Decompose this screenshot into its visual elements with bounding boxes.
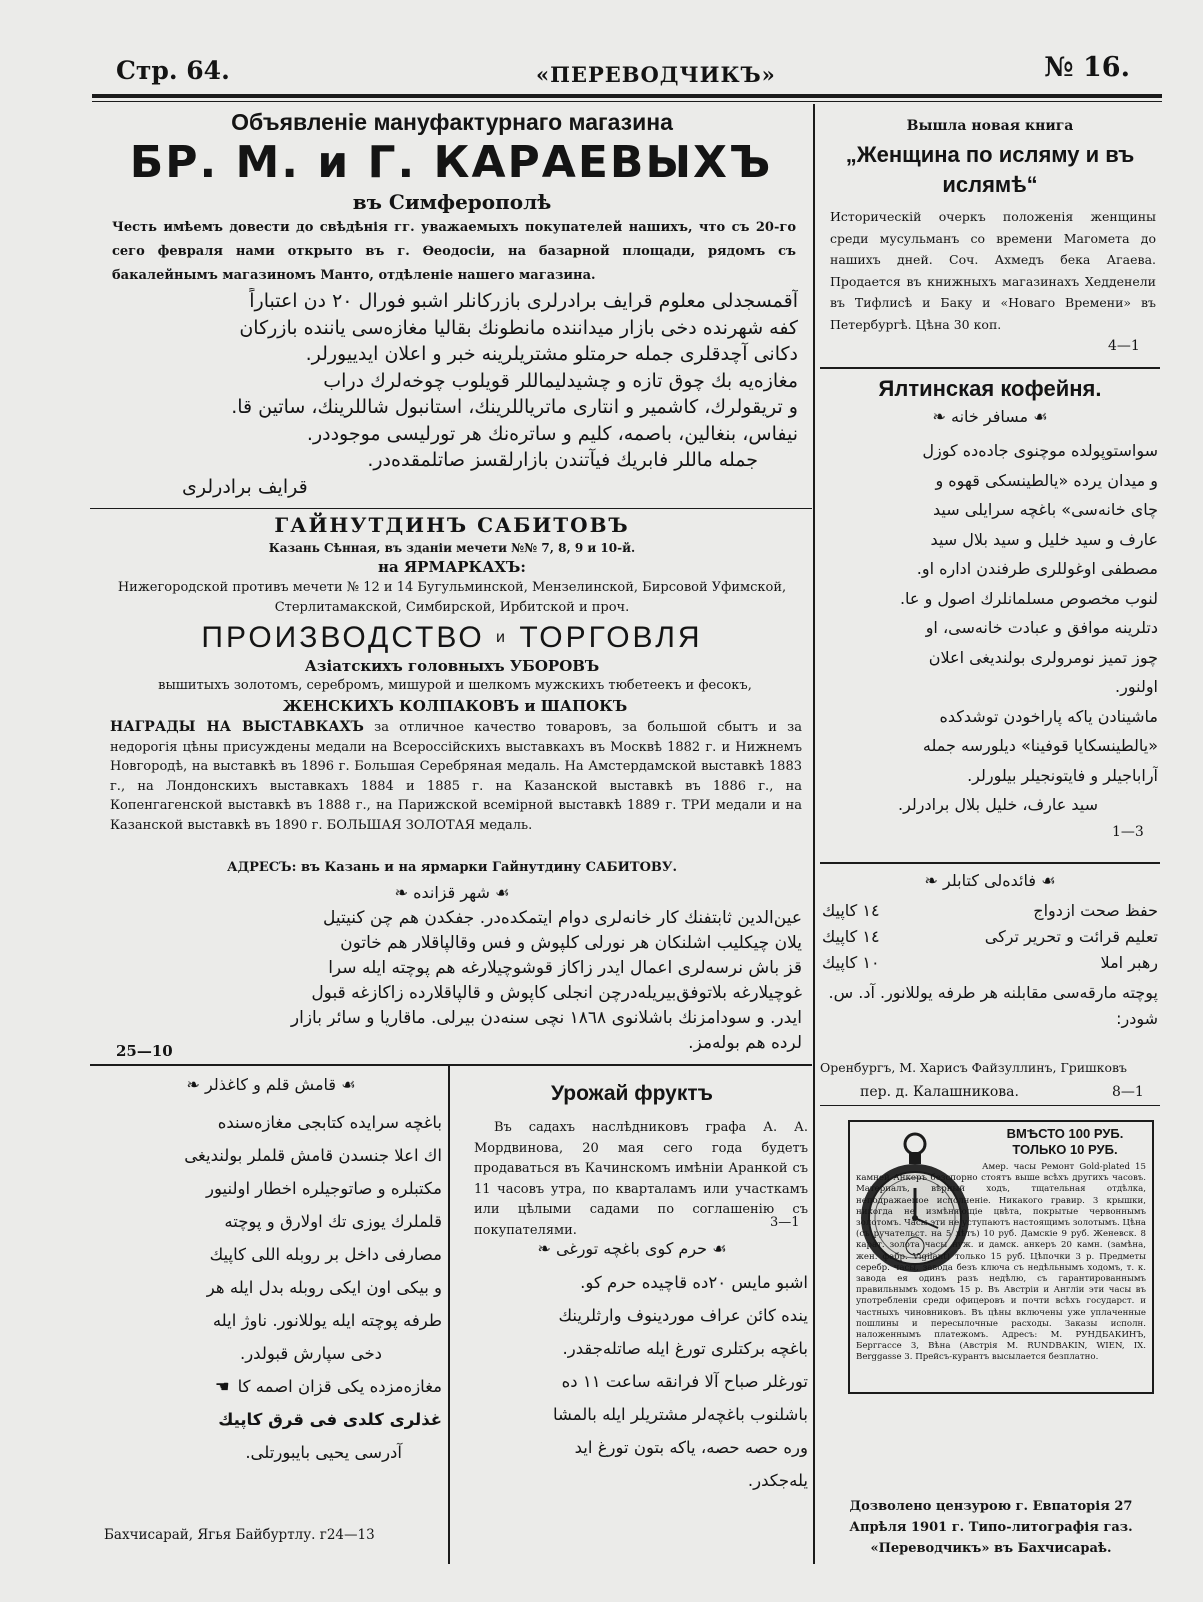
paper-body: [100, 1106, 442, 1488]
paper-title: قامش قلم و کاغذلر: [205, 1075, 337, 1094]
turkic-line: کفه شهرنده دخی بازار میداننده مانطونك بقالیا مغازه‌سی یاننده بازرکان: [239, 316, 798, 339]
issue-number: № 16.: [1044, 52, 1130, 83]
separator: [820, 367, 1160, 369]
books-code: 8—1: [1112, 1084, 1144, 1100]
yalta-line: اولنور.: [1115, 677, 1158, 696]
paper-line: مکتبلره و صاتوجیلره اخطار اولنیور: [206, 1179, 442, 1198]
ornament-icon: ❧: [186, 1075, 206, 1094]
yalta-subtitle: مسافر خانه: [950, 407, 1029, 426]
separator: [820, 862, 1160, 864]
yalta-line: لنوب مخصوص مسلمانلرك اصول و عا.: [899, 588, 1158, 608]
books-seller: Оренбургъ, М. Харисъ Файзуллинъ, Гришковъ: [820, 1060, 1128, 1075]
paper-title-row: [96, 1074, 446, 1096]
yalta-subtitle-row: [822, 406, 1158, 428]
turkic-line: مغازه‌یه بك چوق تازه و چشیدلیماللر قویلوب چوخه‌لرك دراب: [323, 369, 798, 392]
books-title-row: [822, 870, 1158, 892]
gainutdin-awards-label: НАГРАДЫ НА ВЫСТАВКАХЪ: [110, 719, 364, 735]
paper-line: مغازه‌مزده یکی قزان اصمه کا: [237, 1377, 442, 1396]
yalta-line: دتلرینه موافق و عبادت خانه‌سی، او: [925, 618, 1158, 637]
ornament-icon: ❧: [394, 883, 414, 902]
gainutdin-address: АДРЕСЪ: въ Казань и на ярмарки Гайнутдину САБИТОВУ.: [227, 860, 677, 875]
gainutdin-name: ГАЙНУТДИНЪ САБИТОВЪ: [274, 513, 630, 537]
book-title: „Женщина по исляму и въ ислямѣ“: [845, 142, 1135, 197]
shahr-title: شهر قزانده: [413, 883, 490, 902]
heading-trade: ТОРГОВЛЯ: [519, 621, 703, 654]
karaev-intro: Объявленіе мануфактурнаго магазина: [231, 109, 673, 135]
book-code: 4—1: [1108, 338, 1140, 354]
paper-line: باغچه سرایده کتابجی مغازه‌سنده: [217, 1113, 442, 1132]
book-item: [822, 898, 1158, 924]
yalta-line: سید عارف، خلیل بلال برادرلر.: [898, 795, 1098, 814]
book-item-name: تعلیم قرائت و تحریر ترکی: [984, 927, 1158, 946]
shahr-body: [112, 906, 802, 1056]
shahr-code: 25—10: [116, 1042, 173, 1060]
harvest-subtitle: حرم کوی باغچه تورغی: [556, 1239, 708, 1258]
ornament-icon: ☙: [1033, 407, 1048, 426]
harvest-subtitle-row: [454, 1238, 810, 1260]
gainutdin-heading: [96, 620, 808, 656]
karaev-city: въ Симферополѣ: [352, 190, 552, 214]
yalta-line: آراباجیلر و فایتونجیلر بیلورلر.: [967, 765, 1158, 785]
gainutdin-embroidered: вышитыхъ золотомъ, серебромъ, мишурой и шелкомъ мужскихъ тюбетеекъ и фесокъ,: [158, 678, 752, 693]
gainutdin-awards: за отличное качество товаровъ, за большой сбытъ и за недорогія цѣны присуждены медали на Всероссійскихъ выставкахъ въ Москвѣ 1882 г. и Нижнемъ Новгородѣ, на выставкѣ въ 1896 г. Большая Серебряная медаль. На Амстердамской выставкѣ 1883 г., на Лондонскихъ выставкахъ 1884 и 1885 г. на Казанской выставкѣ въ 1886 г., на Копенгагенской выставкѣ въ 1888 г., на Парижской всемірной выставкѣ 1889 г. ТРИ медали и на Казанской выставкѣ въ 1890 г. БОЛЬШАЯ ЗОЛОТАЯ медаль.: [110, 720, 802, 833]
shahr-line: عین‌الدین ثابتفنك کار خانه‌لری دوام ایتمکده‌در. جفکدن هم چن کنیتیل: [322, 908, 802, 928]
paper-line: قلملرك یوزی تك اولارق و پوچته: [224, 1212, 442, 1231]
yalta-line: چای خانه‌سی» باغچه سرایلی سید: [933, 500, 1158, 519]
page-header: [116, 52, 1156, 92]
shahr-line: یلان چیکلیب اشلنکان هر نورلی کلپوش و فس وقالپاقلار هم خاتون: [340, 933, 802, 953]
watch-advertisement: [848, 1120, 1154, 1394]
yalta-line: سواستوپولده موچنوی جاده‌ده کوزل: [922, 441, 1158, 460]
yalta-line: ماشینادن یاکه پاراخودن توشدکده: [939, 706, 1158, 726]
ornament-icon: ☙: [712, 1239, 727, 1258]
yalta-line: «یالطینسکایا قوفینا» دیلورسه جمله: [922, 736, 1158, 755]
turkic-line: جمله ماللر فابریك فیآتندن بازارلقسز صاتلمقده‌در.: [367, 449, 758, 471]
shahr-line: لرده هم بوله‌مز.: [688, 1033, 802, 1053]
yalta-line: و میدان یرده «یالطینسکی قهوه و: [935, 470, 1158, 490]
paper-line: دخی سپارش قبولدر.: [239, 1344, 382, 1363]
harvest-turkic: [460, 1266, 808, 1566]
ornament-icon: ☙: [495, 883, 510, 902]
watch-headline: ВМѢСТО 100 РУБ.: [1006, 1126, 1124, 1141]
ornament-icon: ☙: [341, 1075, 356, 1094]
yalta-code: 1—3: [1112, 824, 1144, 840]
heading-and: и: [496, 629, 508, 646]
watch-body: Амер. часы Ремонт Gold-plated 15 камней Анкеръ безспорно стоятъ выше всѣхъ другихъ часовъ. Материалъ, вѣрный ходъ, тщательная отдѣлка, неподражаемое исполненіе. Никакого гравир. 3 крышки, никогда не измѣняющіе цвѣта, покрытые червоннымъ золотомъ. Часы эти не уступаютъ настоящимъ золотымъ. Цѣна (съ ручательст. на 5 лѣтъ) 10 руб. Дамскіе 9 руб. Женевск. 8 карат. золота часы нуж. и дамск. анкеръ 20 камн. (замѣна, жен. фабр. Vigilant) только 15 руб. Цѣпочки 3 р. Предметы серебр. часы, завода безъ ключа съ недѣльнымъ ходомъ, т. к. завода ея одинъ разъ недѣлю, съ гарантированнымъ правильнымъ ходомъ 15 р. Въ Австріи и Англіи эти часы въ употребленіи среди офицеровъ и почти всѣхъ государст. и частныхъ чиновниковъ. Въ цѣны включены уже уплаченные пошлины и пересылочные расходы. Заказы исполн. наложеннымъ платежомъ. Адресъ: М. РУНДБАКИНЪ, Берггассе 3, Вѣна (Австрія M. RUNDBAKIN, WIEN, IX. Berggasse 3. Прейсъ-курантъ высылается безплатно.: [856, 1162, 1146, 1363]
books-list: [822, 898, 1158, 976]
paper-line-row: [100, 1370, 442, 1403]
karaev-body: Честь имѣемъ довести до свѣдѣнія гг. уважаемыхъ покупателей нашихъ, что съ 20-го сего февраля нами открыто въ г. Ѳеодосіи, на базарной площади, рядомъ съ бакалейнымъ магазиномъ Манто, отдѣленіе нашего магазина.: [112, 220, 796, 283]
page-number: Стр. 64.: [116, 56, 230, 85]
paper-line: غذلری کلدی فی قرق کاپیك: [218, 1410, 442, 1429]
turkic-line: آقمسجدلی معلوم قرایف برادرلری بازرکانلر اشبو فورال ۲۰ دن اعتباراً: [249, 290, 798, 312]
header-rule-thin: [92, 101, 1162, 102]
gainutdin-fairs-label: на ЯРМАРКАХЪ:: [378, 558, 526, 576]
harvest-code: 3—1: [770, 1215, 800, 1230]
yalta-title: Ялтинская кофейня.: [878, 376, 1102, 401]
paper-line: مصارفی داخل بر روبله اللی کاپیك: [209, 1245, 442, 1264]
book-item-name: حفظ صحت ازدواج: [1033, 901, 1158, 920]
yalta-line: عارف و سید خلیل و سید بلال سید: [930, 529, 1158, 549]
shahr-line: ایدر. و سودامزنك باشلانوی ۱۸٦۸ نچی سنه‌دن بیرلی. ماقاریا و سائر بازار: [290, 1008, 802, 1028]
censor-line: Дозволено цензурою г. Евпаторія 27 Апрѣля 1901 г. Типо-литографія газ. «Переводчикъ» въ Бахчисараѣ.: [849, 1499, 1133, 1556]
ornament-icon: ❧: [537, 1239, 556, 1258]
harvest-line: وره حصه حصه، یاکه بتون تورغ اید: [574, 1438, 808, 1457]
separator: [90, 508, 812, 509]
yalta-body: [822, 436, 1158, 840]
book-item: [822, 950, 1158, 976]
column-divider-lower: [448, 1064, 450, 1564]
harvest-line: باشلنوب باغچه‌لر مشتریلر ایله بالمشا: [552, 1405, 808, 1424]
book-item: [822, 924, 1158, 950]
paper-line: طرفه پوچته ایله یوللانور. ناوژ ایله: [212, 1311, 442, 1330]
harvest-line: باغچه برکتلری تورغ ایله صاتله‌جقدر.: [562, 1339, 808, 1358]
yalta-line: مصطفی اوغوللری طرفندن اداره او.: [916, 559, 1158, 578]
column-divider: [813, 104, 815, 1564]
book-item-price: ۱۰ کاپیك: [822, 953, 880, 972]
book-item-name: رهبر املا: [1100, 953, 1158, 972]
gainutdin-women: ЖЕНСКИХЪ КОЛПАКОВЪ и ШАПОКЪ: [282, 697, 628, 715]
harvest-title: Урожай фруктъ: [551, 1082, 713, 1105]
ornament-icon: ❧: [924, 871, 944, 890]
karaev-name: БР. М. и Г. КАРАЕВЫХЪ: [129, 137, 773, 188]
paper-line: آدرسی یحیی بایبورتلی.: [245, 1443, 402, 1462]
heading-production: ПРОИЗВОДСТВО: [201, 621, 485, 654]
books-note: پوچته مارقه‌سی مقابلنه هر طرفه یوللانور. آد. س. شودر:: [828, 983, 1158, 1028]
shahr-line: قز باش نرسه‌لری اعمال ایدر زاکاز قوشوچیلارغه هم پوچته ایله سرا: [328, 958, 802, 978]
gainutdin-embroidered-block: [110, 676, 800, 718]
turkic-line: نیفاس، بنغالین، باصمه، کلیم و ساترەنك هر تورلیسی موجوددر.: [306, 422, 798, 445]
shahr-title-row: [96, 882, 808, 904]
gainutdin-asian: Азіатскихъ головныхъ УБОРОВЪ: [304, 657, 600, 675]
shahr-line: غوچیلارغه بلاتوفق‌بیریله‌درچن انجلی کاپوش و قالپاقلارده زاکازغه قبول: [311, 983, 802, 1003]
paper-line: اك اعلا جنسدن قامش قلملر بولندیغی: [184, 1146, 442, 1165]
book-label: Вышла новая книга: [906, 118, 1074, 134]
ornament-icon: ❧: [932, 407, 951, 426]
book-body: Историческій очеркъ положенія женщины среди мусульманъ со времени Магомета до нашихъ дней. Соч. Ахмедъ бека Агаева. Продается въ книжныхъ магазинахъ Хедденели въ Тифлисѣ и Баку и «Новаго Времени» въ Петербургѣ. Цѣна 30 коп.: [830, 209, 1156, 332]
ornament-icon: ☙: [1041, 871, 1056, 890]
book-item-price: ۱٤ کاپیك: [822, 901, 880, 920]
paper-line: و بیکی اون ایکی روبله بدل ایله هر: [206, 1278, 442, 1297]
book-item-price: ۱٤ کاپیك: [822, 927, 880, 946]
harvest-line: اشبو مایس ۲۰ده قاچیده حرم کو.: [580, 1273, 808, 1292]
books-title: فائده‌لی کتابلر: [943, 871, 1036, 890]
gainutdin-location: Казань Сѣнная, въ зданіи мечети №№ 7, 8, 9 и 10-й.: [268, 541, 636, 555]
gainutdin-awards-block: [110, 718, 802, 835]
harvest-line: یله‌جکدر.: [747, 1471, 808, 1490]
harvest-line: تورغلر صباح آلا فرانقه ساعت ۱۱ ده: [561, 1372, 808, 1391]
gainutdin-fairs: Нижегородской противъ мечети № 12 и 14 Бугульминской, Мензелинской, Бирсовой Уфимской, Стерлитамакской, Симбирской, Ирбитской и проч.: [117, 580, 787, 615]
harvest-line: ینده کائن عراف موردینوف وارثلرینك: [558, 1306, 808, 1325]
yalta-line: چوز تمیز نومرولری بولندیغی اعلان: [928, 647, 1158, 667]
watch-subheadline: ТОЛЬКО 10 РУБ.: [1012, 1142, 1118, 1157]
separator: [90, 1064, 812, 1066]
newspaper-title: «ПЕРЕВОДЧИКЪ»: [536, 62, 776, 87]
paper-footer: Бахчисарай, Ягья Байбуртлу. г24—13: [104, 1527, 375, 1543]
turkic-line: و تریقولرك، کاشمیر و انتاری ماتریاللرینك، استانبول شاللرینك، ساتین قا.: [231, 396, 798, 418]
books-seller-address: пер. д. Калашникова.: [860, 1084, 1019, 1100]
turkic-line: دکانی آچدقلری جمله حرمتلو مشتریلرینه خبر و اعلان ایدییورلر.: [305, 343, 798, 365]
harvest-body: Въ садахъ наслѣдниковъ графа А. А. Мордвинова, 20 мая сего года будетъ продаваться въ Качинскомъ имѣніи Аранкой съ 11 часовъ утра, по кварталамъ или участкамъ или цѣлыми садами по соглашенію съ покупателями.: [474, 1120, 808, 1238]
header-rule: [92, 94, 1162, 98]
pointing-hand-icon: ☚: [214, 1377, 230, 1396]
separator: [820, 1105, 1160, 1106]
karaev-turkic: [122, 288, 798, 503]
turkic-signature: قرایف برادرلری: [182, 475, 308, 498]
